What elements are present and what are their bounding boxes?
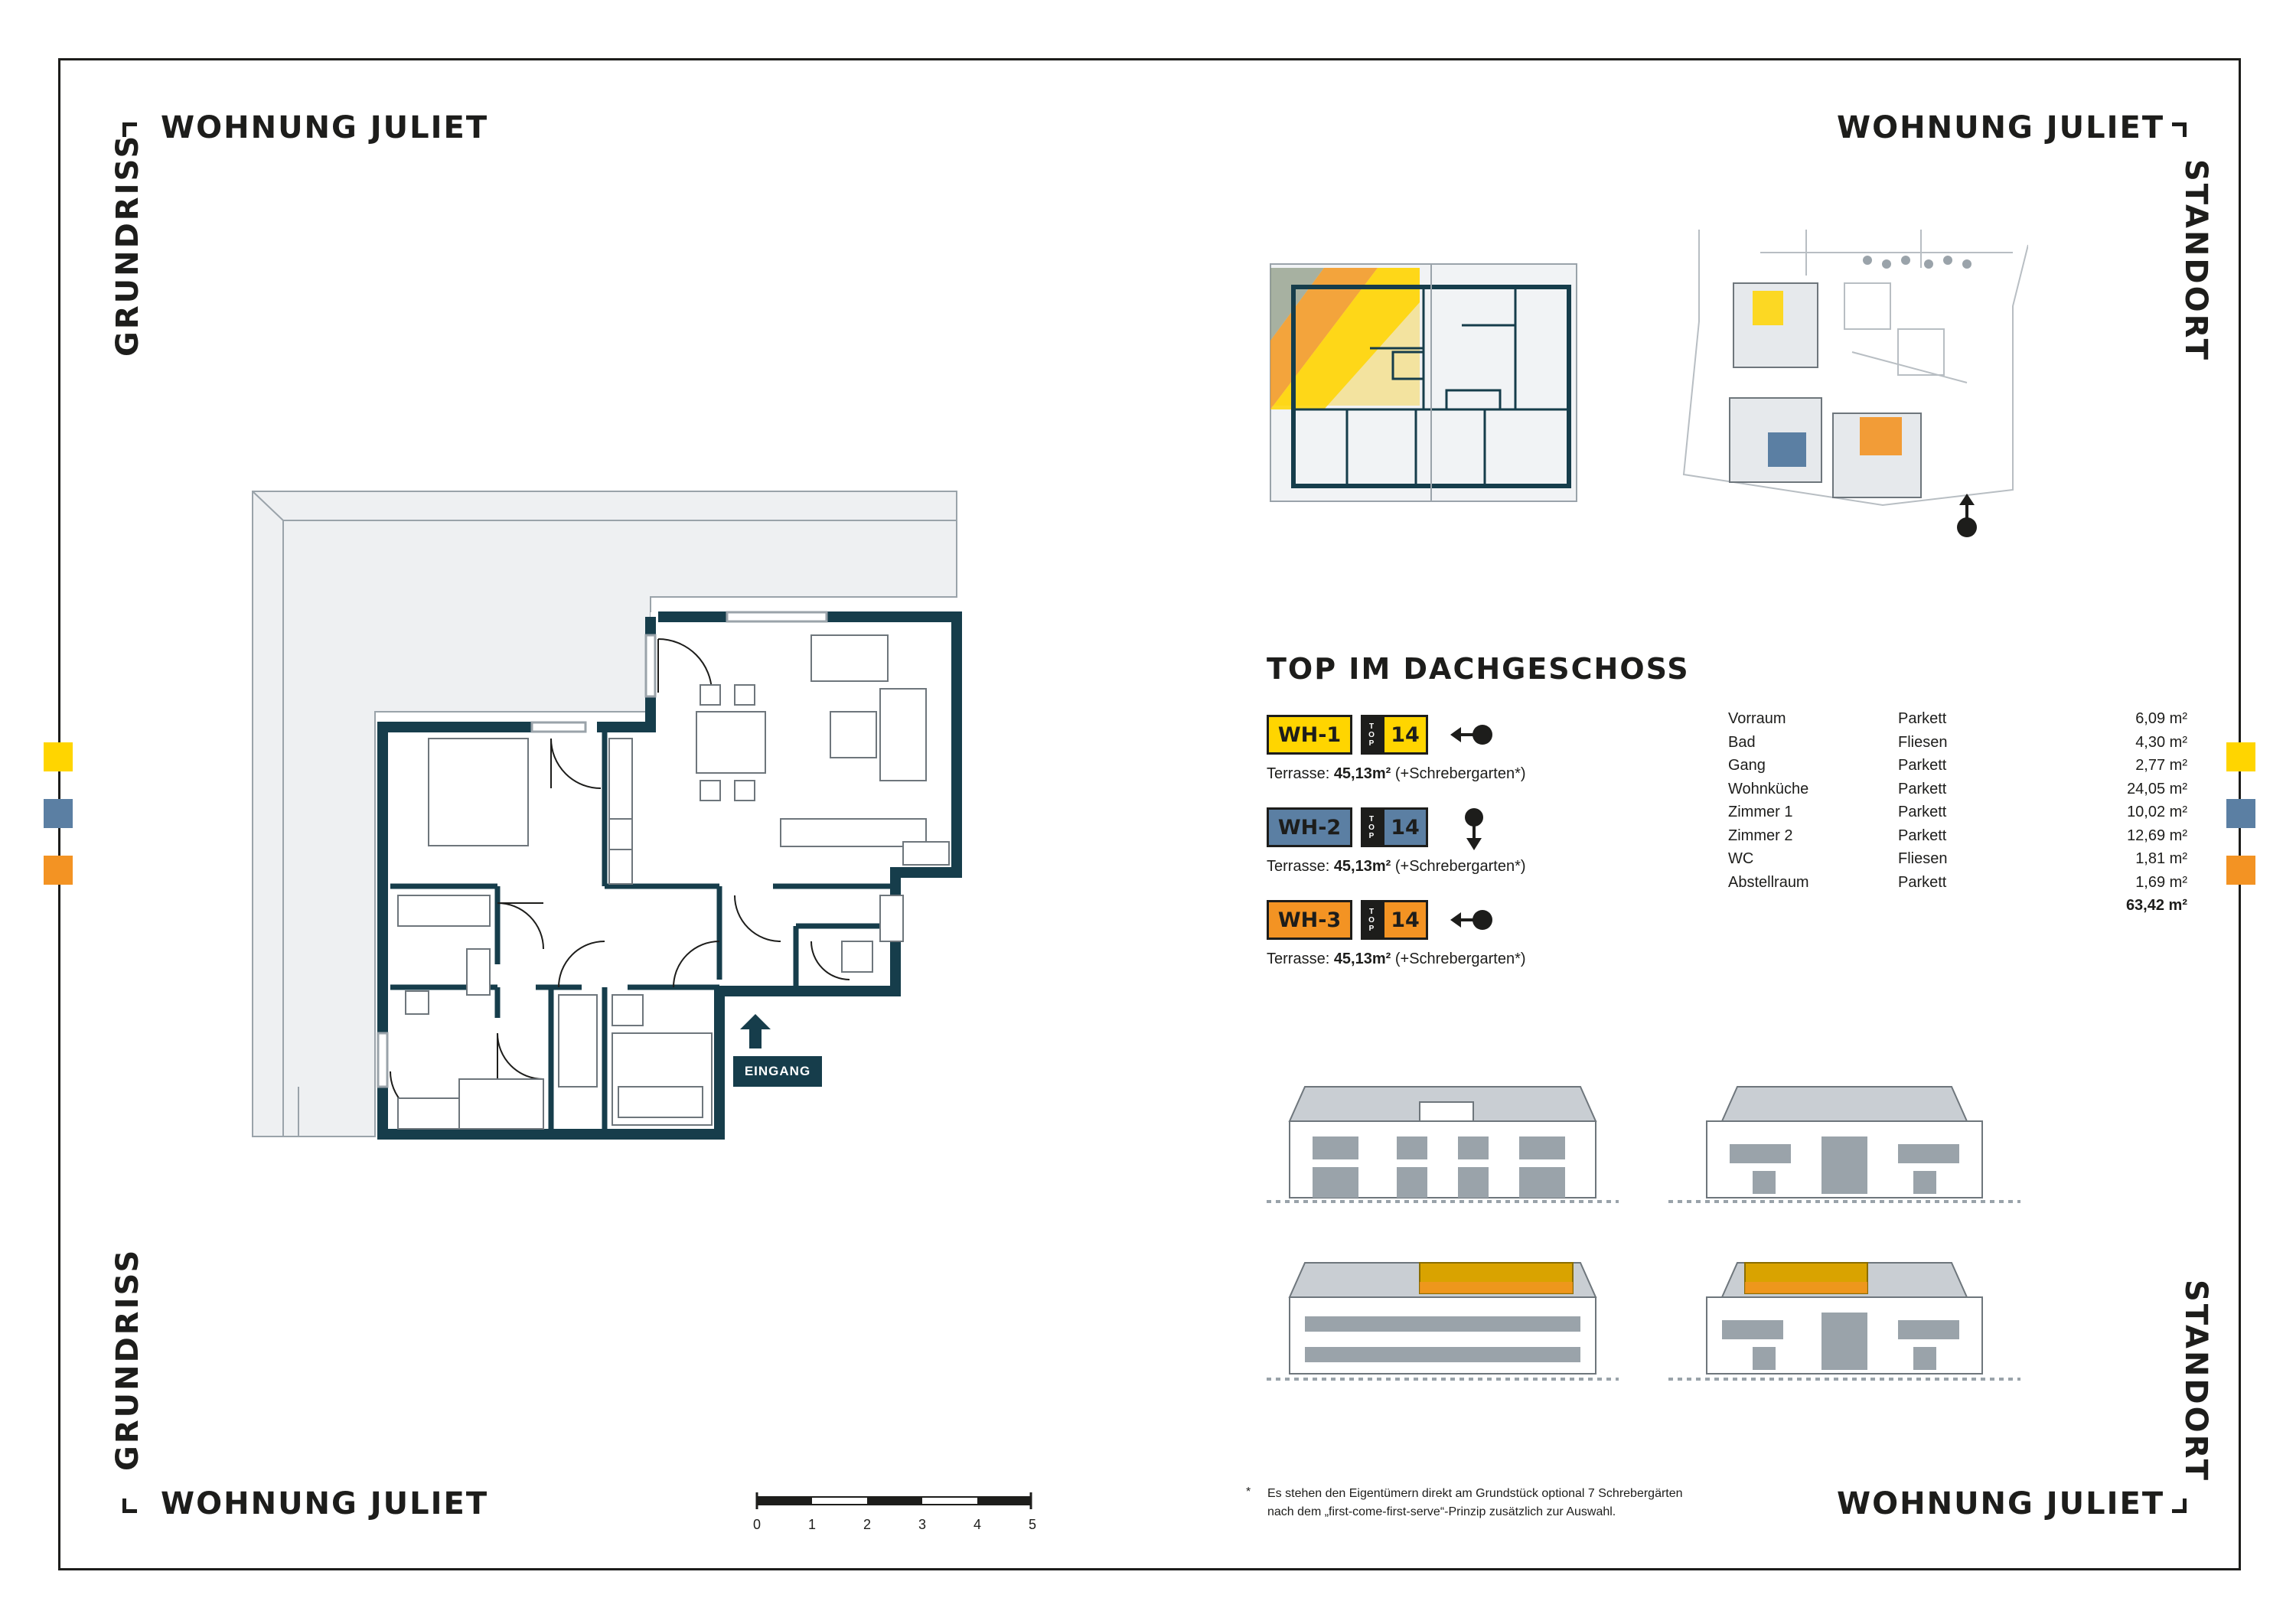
side-label-grundriss-top: GRUNDRISS — [110, 133, 145, 357]
room-floor: Parkett — [1898, 757, 1947, 774]
terrace-label: Terrasse: — [1267, 858, 1330, 875]
room-row — [1728, 781, 2187, 804]
color-marker-wh3-left — [44, 856, 73, 885]
terrace-extra: (+Schrebergarten*) — [1394, 765, 1526, 782]
room-row — [1728, 710, 2187, 734]
top-word: TOP — [1367, 722, 1376, 748]
room-name: WC — [1728, 850, 1754, 867]
color-marker-wh2-left — [44, 799, 73, 828]
scale-label-5: 5 — [1029, 1517, 1037, 1532]
room-row — [1728, 757, 2187, 781]
room-area: 1,81 m² — [2135, 850, 2187, 867]
floor-plan — [245, 482, 980, 1156]
title-top-right: WOHNUNG JULIET — [1837, 110, 2165, 145]
top-badge — [1361, 807, 1382, 847]
title-bottom-left: WOHNUNG JULIET — [161, 1486, 489, 1521]
terrace-info-wh3 — [1267, 951, 1526, 968]
entrance-label: EINGANG — [733, 1056, 822, 1087]
title-top-left: WOHNUNG JULIET — [161, 110, 489, 145]
elevation-3 — [1267, 1247, 1619, 1393]
room-floor: Fliesen — [1898, 733, 1948, 751]
scale-label-0: 0 — [753, 1517, 762, 1532]
footnote-line-1: Es stehen den Eigentümern direkt am Grundstück optional 7 Schrebergärten — [1267, 1487, 1683, 1500]
unit-badge-wh2: WH-2 — [1267, 807, 1352, 847]
corner-mark-top-right — [2172, 122, 2187, 137]
room-area: 10,02 m² — [2127, 804, 2187, 820]
scale-label-4: 4 — [974, 1517, 982, 1532]
room-schedule — [1728, 710, 2187, 921]
room-area: 1,69 m² — [2135, 873, 2187, 891]
scale-label-1: 1 — [808, 1517, 817, 1532]
room-area: 4,30 m² — [2135, 733, 2187, 751]
top-badge — [1361, 900, 1382, 940]
total-area: 63,42 m² — [2125, 897, 2187, 914]
room-floor: Parkett — [1898, 710, 1947, 727]
room-area: 12,69 m² — [2127, 827, 2187, 844]
terrace-label: Terrasse: — [1267, 951, 1330, 967]
terrace-area: 45,13m² — [1333, 765, 1391, 782]
unit-badge-wh3: WH-3 — [1267, 900, 1352, 940]
corner-mark-bottom-left — [122, 1498, 137, 1513]
elevation-4 — [1668, 1247, 2020, 1393]
terrace-extra: (+Schrebergarten*) — [1394, 858, 1526, 875]
room-floor: Fliesen — [1898, 850, 1948, 867]
room-name: Wohnküche — [1728, 780, 1809, 797]
terrace-area: 45,13m² — [1333, 951, 1391, 967]
room-name: Abstellraum — [1728, 873, 1809, 891]
color-marker-wh2-right — [2226, 799, 2255, 828]
room-row — [1728, 734, 2187, 758]
room-row — [1728, 874, 2187, 898]
room-area: 24,05 m² — [2127, 780, 2187, 797]
side-label-standort-bottom: STANDORT — [2178, 1280, 2213, 1482]
room-floor: Parkett — [1898, 780, 1947, 797]
total-row — [1728, 897, 2187, 921]
north-down-icon — [1460, 807, 1488, 850]
footnote-line-2: nach dem „first-come-first-serve“-Prinzip zusätzlich zur Auswahl. — [1267, 1505, 1616, 1518]
north-left-icon — [1450, 721, 1496, 748]
corner-mark-bottom-right — [2172, 1498, 2187, 1513]
scale-bar — [754, 1492, 1045, 1515]
color-marker-wh1-left — [44, 742, 73, 771]
elevation-1 — [1267, 1079, 1619, 1217]
terrace-info-wh2 — [1267, 858, 1526, 876]
unit-badge-wh1: WH-1 — [1267, 715, 1352, 755]
room-name: Gang — [1728, 757, 1766, 774]
top-badge — [1361, 715, 1382, 755]
room-area: 6,09 m² — [2135, 710, 2187, 727]
top-number-wh3: 14 — [1382, 900, 1428, 940]
site-north-arrow-icon — [1955, 494, 1978, 540]
color-marker-wh1-right — [2226, 742, 2255, 771]
terrace-label: Terrasse: — [1267, 765, 1330, 782]
room-area: 2,77 m² — [2135, 757, 2187, 774]
room-floor: Parkett — [1898, 827, 1947, 844]
section-title: TOP IM DACHGESCHOSS — [1267, 652, 1690, 686]
top-word: TOP — [1367, 814, 1376, 840]
color-marker-wh3-right — [2226, 856, 2255, 885]
footnote — [1246, 1485, 1683, 1521]
title-bottom-right: WOHNUNG JULIET — [1837, 1486, 2165, 1521]
room-name: Zimmer 2 — [1728, 827, 1793, 844]
room-name: Vorraum — [1728, 710, 1786, 727]
north-left-icon — [1450, 906, 1496, 934]
terrace-info-wh1 — [1267, 765, 1526, 783]
entrance-arrow — [740, 1014, 771, 1048]
side-label-grundriss-bottom: GRUNDRISS — [110, 1247, 145, 1471]
scale-label-2: 2 — [863, 1517, 872, 1532]
room-floor: Parkett — [1898, 804, 1947, 820]
top-word: TOP — [1367, 907, 1376, 933]
terrace-area: 45,13m² — [1333, 858, 1391, 875]
room-row — [1728, 804, 2187, 827]
top-number-wh2: 14 — [1382, 807, 1428, 847]
room-floor: Parkett — [1898, 873, 1947, 891]
terrace-extra: (+Schrebergarten*) — [1394, 951, 1526, 967]
room-row — [1728, 850, 2187, 874]
top-number-wh1: 14 — [1382, 715, 1428, 755]
elevation-2 — [1668, 1079, 2020, 1217]
room-name: Bad — [1728, 733, 1756, 751]
scale-label-3: 3 — [918, 1517, 927, 1532]
room-name: Zimmer 1 — [1728, 804, 1793, 820]
side-label-standort-top: STANDORT — [2178, 159, 2213, 362]
room-row — [1728, 827, 2187, 851]
footnote-marker: * — [1246, 1485, 1251, 1498]
key-plan — [1255, 256, 1600, 524]
